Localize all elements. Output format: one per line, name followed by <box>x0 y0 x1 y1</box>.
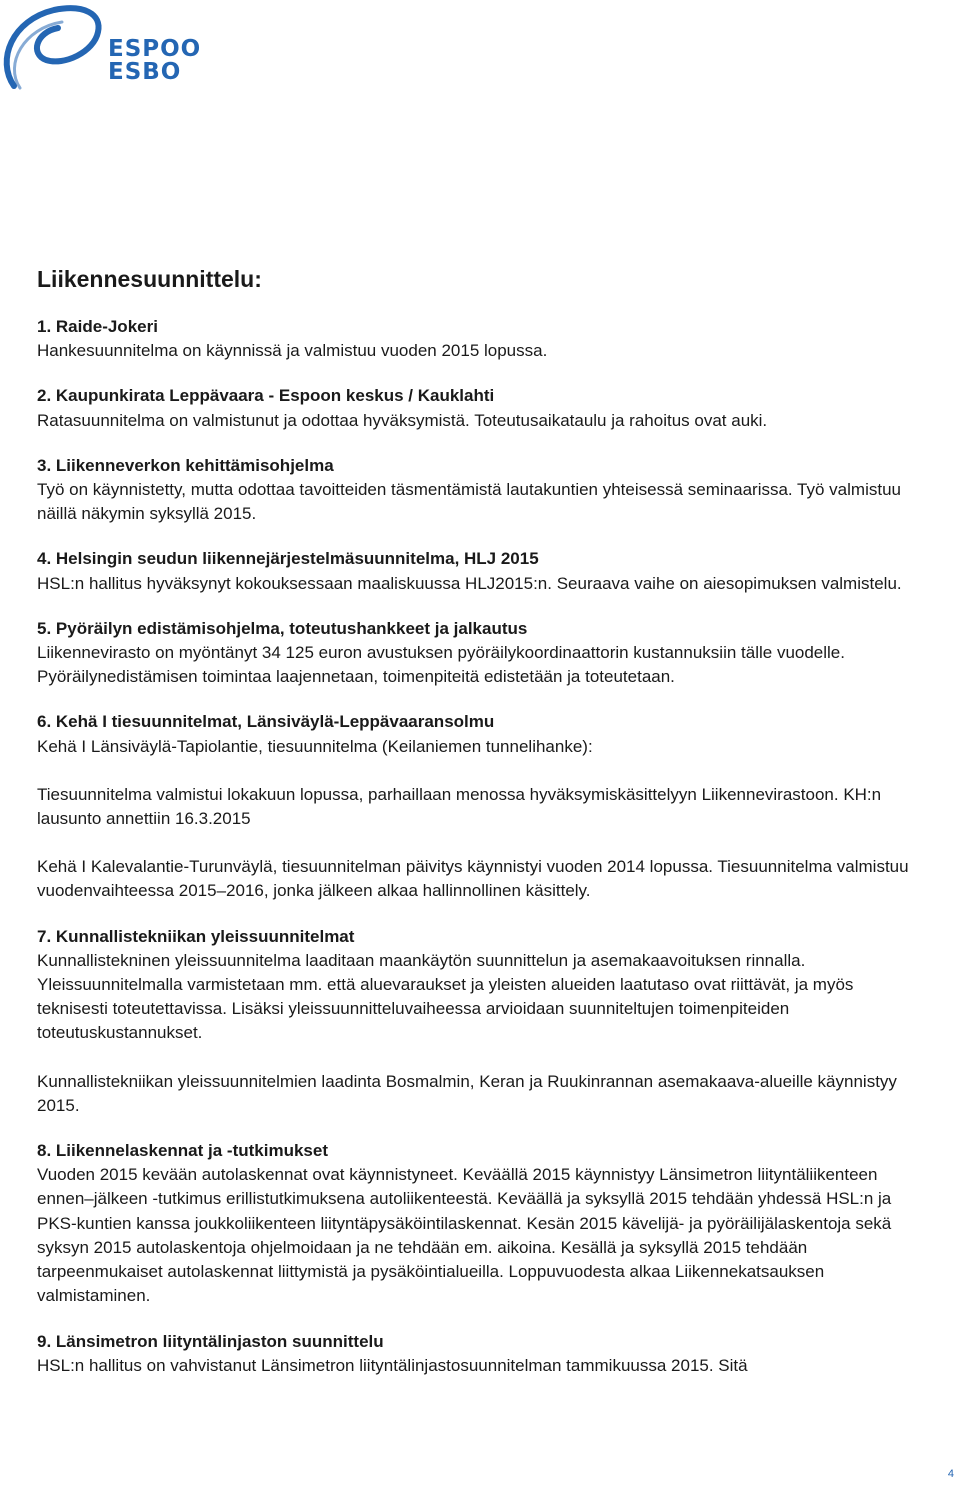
section-paragraph: Kunnallistekninen yleissuunnitelma laaditaan maankäytön suunnittelun ja asemakaavoituksen rinnalla. Yleissuunnitelmalla varmistetaan mm. että aluevaraukset ja yleisten alueiden laatutaso ovat riittävät, ja myös teknisesti toteutettavissa. Lisäksi yleissuunnitteluvaiheessa arvioidaan suunniteltujen toimenpiteiden toteutuskustannukset. <box>37 950 854 1043</box>
section-paragraph: Kehä I Länsiväylä-Tapiolantie, tiesuunnitelma (Keilaniemen tunnelihanke): <box>37 736 593 756</box>
section-9 <box>37 1330 922 1378</box>
section-5 <box>37 617 922 690</box>
logo-line-esbo: ESBO <box>108 59 182 85</box>
section-paragraph: Tiesuunnitelma valmistui lokakuun lopussa, parhaillaan menossa hyväksymiskäsittelyyn Liikennevirastoon. KH:n lausunto annettiin 16.3.2015 <box>37 784 882 829</box>
section-paragraph: Ratasuunnitelma on valmistunut ja odottaa hyväksymistä. Toteutusaikataulu ja rahoitus ovat auki. <box>37 410 768 430</box>
section-paragraph: Liikennevirasto on myöntänyt 34 125 euron avustuksen pyöräilykoordinaattorin kustannuksiin tälle vuodelle. Pyöräilynedistämisen toimintaa laajennetaan, toimenpiteitä edistetään ja toteutetaan. <box>37 643 845 687</box>
section-title: 5. Pyöräilyn edistämisohjelma, toteutushankkeet ja jalkautus <box>37 618 528 638</box>
section-title: 2. Kaupunkirata Leppävaara - Espoon keskus / Kauklahti <box>37 386 495 406</box>
section-paragraph: Kehä I Kalevalantie-Turunväylä, tiesuunnitelman päivitys käynnistyi vuoden 2014 lopussa. Tiesuunnitelma valmistuu vuodenvaihteessa 2015–2016, jonka jälkeen alkaa hallinnollinen käsittely. <box>37 857 909 901</box>
page-number: 4 <box>947 1468 954 1480</box>
logo-line-espoo: ESPOO <box>108 36 202 62</box>
logo-wordmark <box>108 38 201 84</box>
section-title: 7. Kunnallistekniikan yleissuunnitelmat <box>37 926 355 946</box>
section-title: 9. Länsimetron liityntälinjaston suunnittelu <box>37 1331 384 1351</box>
espoo-logo <box>2 2 202 92</box>
section-paragraph: Hankesuunnitelma on käynnissä ja valmistuu vuoden 2015 lopussa. <box>37 341 548 361</box>
section-paragraph: HSL:n hallitus on vahvistanut Länsimetron liityntälinjastosuunnitelman tammikuussa 2015. Sitä <box>37 1355 748 1375</box>
section-title: 1. Raide-Jokeri <box>37 317 158 336</box>
page-heading: Liikennesuunnittelu: <box>37 266 262 292</box>
section-title: 8. Liikennelaskennat ja -tutkimukset <box>37 1141 328 1161</box>
section-paragraph: Työ on käynnistetty, mutta odottaa tavoitteiden täsmentämistä lautakuntien yhteisessä seminaarissa. Työ valmistuu näillä näkymin syksyllä 2015. <box>37 480 901 524</box>
espoo-logo-swirl-icon <box>2 2 106 92</box>
section-7 <box>37 925 922 1118</box>
section-title: 3. Liikenneverkon kehittämisohjelma <box>37 455 334 475</box>
section-paragraph: HSL:n hallitus hyväksynyt kokouksessaan maaliskuussa HLJ2015:n. Seuraava vaihe on aiesopimuksen valmistelu. <box>37 573 902 593</box>
section-paragraph: Kunnallistekniikan yleissuunnitelmien laadinta Bosmalmin, Keran ja Ruukinrannan asemakaava-alueille käynnistyy 2015. <box>37 1071 897 1115</box>
section-title: 6. Kehä I tiesuunnitelmat, Länsiväylä-Leppävaaransolmu <box>37 712 495 732</box>
section-1 <box>37 315 922 363</box>
section-6 <box>37 710 922 903</box>
section-paragraph: Vuoden 2015 kevään autolaskennat ovat käynnistyneet. Keväällä 2015 käynnistyy Länsimetron liityntäliikenteen ennen–jälkeen -tutkimus erillistutkimuksena autoliikenteestä. Keväällä ja syksyllä 2015 tehdään yhdessä HSL:n ja PKS-kuntien kanssa joukkoliikenteen liityntäpysäköintilaskennat. Kesän 2015 kävelijä- ja pyöräilijälaskentoja sekä syksyn 2015 autolaskentoja ohjelmoidaan ja ne tehdään em. aikoina. Kesällä ja syksyllä 2015 tehdään tarpeenmukaiset autolaskennat liittymistä ja pysäköintialueilla. Loppuvuodesta alkaa Liikennekatsauksen valmistaminen. <box>37 1165 892 1306</box>
section-3 <box>37 454 922 527</box>
section-8 <box>37 1139 922 1308</box>
section-2 <box>37 384 922 432</box>
section-4 <box>37 547 922 595</box>
document-body <box>37 264 922 1399</box>
section-title: 4. Helsingin seudun liikennejärjestelmäsuunnitelma, HLJ 2015 <box>37 549 539 569</box>
